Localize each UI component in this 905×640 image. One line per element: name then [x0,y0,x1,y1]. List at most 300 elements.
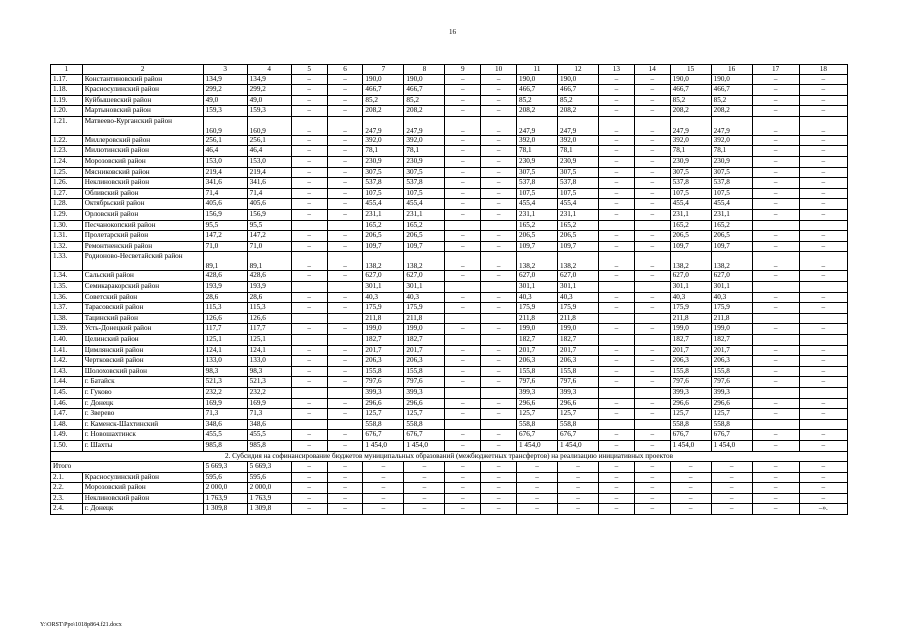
table-cell: – [327,74,363,85]
table-cell: – [481,116,517,135]
table-cell: 107,5 [711,188,752,199]
table-cell [291,313,327,324]
table-cell: 85,2 [517,95,558,106]
table-cell: 208,2 [558,106,599,117]
table-cell: 558,8 [404,419,445,430]
table-cell: – [445,366,481,377]
table-cell: 134,9 [203,74,247,85]
municipality-name: г. Батайск [82,377,203,388]
table-cell: – [291,462,327,473]
table-cell: 1 454,0 [711,440,752,451]
table-cell: 134,9 [247,74,291,85]
table-cell: 190,0 [670,74,711,85]
table-cell: 49,0 [247,95,291,106]
table-cell: 466,7 [711,85,752,96]
table-cell: – [327,135,363,146]
table-cell: – [445,462,481,473]
table-cell: 95,5 [203,220,247,231]
table-cell: – [598,483,634,494]
table-cell: 95,5 [247,220,291,231]
table-cell: – [752,178,799,189]
table-cell: – [752,303,799,314]
table-cell [291,387,327,398]
table-cell: 521,3 [247,377,291,388]
table-cell: 247,9 [517,116,558,135]
table-cell: – [404,462,445,473]
table-cell: – [598,472,634,483]
table-cell: 1 454,0 [517,440,558,451]
table-cell: 296,6 [517,398,558,409]
table-row [51,220,848,231]
table-cell: – [517,493,558,504]
table-cell: – [752,188,799,199]
table-cell: 230,9 [517,157,558,168]
row-number: 1.43. [51,366,83,377]
table-cell: – [634,85,670,96]
table-cell: – [634,409,670,420]
table-cell: 348,6 [203,419,247,430]
table-row [51,241,848,252]
table-row [51,366,848,377]
table-cell: 537,8 [670,178,711,189]
table-cell: 455,4 [711,199,752,210]
table-cell: – [445,472,481,483]
table-cell [445,387,481,398]
table-cell: 155,8 [363,366,404,377]
table-cell: – [799,167,847,178]
table-cell: 558,8 [670,419,711,430]
table-cell: – [481,345,517,356]
table-cell [799,334,847,345]
table-cell: – [291,356,327,367]
table-cell: 125,7 [670,409,711,420]
table-cell [598,313,634,324]
table-cell: 124,1 [247,345,291,356]
table-cell: – [445,483,481,494]
municipality-name: Родионово-Несветайский район [82,252,203,271]
table-cell: – [752,271,799,282]
row-number: 1.26. [51,178,83,189]
table-row [51,282,848,293]
table-cell: – [752,430,799,441]
table-cell: 627,0 [404,271,445,282]
table-cell: – [291,135,327,146]
table-cell: 399,3 [404,387,445,398]
table-cell: 165,2 [517,220,558,231]
table-cell: – [327,472,363,483]
table-cell: 138,2 [363,252,404,271]
municipality-name: г. Донецк [82,398,203,409]
table-cell: 153,0 [247,157,291,168]
table-cell: – [481,252,517,271]
table-cell: 125,7 [363,409,404,420]
table-cell: 175,9 [404,303,445,314]
table-cell: 232,2 [247,387,291,398]
table-cell [752,419,799,430]
table-cell [445,313,481,324]
table-cell: – [481,377,517,388]
table-cell: – [481,157,517,168]
column-number: 6 [327,65,363,75]
table-cell: 40,3 [558,292,599,303]
table-cell: – [752,85,799,96]
table-cell: – [799,252,847,271]
row-number: 1.42. [51,356,83,367]
table-cell: 206,5 [670,231,711,242]
table-cell: 125,7 [711,409,752,420]
table-cell: – [711,493,752,504]
table-cell: 199,0 [558,324,599,335]
table-cell: 89,1 [203,252,247,271]
table-cell: 206,5 [404,231,445,242]
table-cell: 201,7 [558,345,599,356]
table-cell: 155,8 [711,366,752,377]
table-cell: – [634,116,670,135]
table-cell: 107,5 [363,188,404,199]
table-cell: 160,9 [203,116,247,135]
row-number: 1.28. [51,199,83,210]
table-cell: – [634,292,670,303]
municipality-name: Мартыновский район [82,106,203,117]
table-cell: 537,8 [404,178,445,189]
table-cell: 201,7 [517,345,558,356]
table-cell: – [634,199,670,210]
table-cell: – [634,95,670,106]
table-cell: 797,6 [404,377,445,388]
table-cell: 595,6 [247,472,291,483]
table-cell: – [634,483,670,494]
table-row [51,178,848,189]
table-cell [445,282,481,293]
row-number: 1.23. [51,146,83,157]
table-cell: – [291,116,327,135]
table-cell: 190,0 [404,74,445,85]
table-cell: 175,9 [363,303,404,314]
table-cell: – [327,324,363,335]
table-row [51,167,848,178]
table-cell: 307,5 [517,167,558,178]
table-cell: – [291,292,327,303]
table-row [51,356,848,367]
row-number: 1.31. [51,231,83,242]
table-cell: – [481,430,517,441]
table-cell: – [291,199,327,210]
table-cell: 247,9 [558,116,599,135]
table-row [51,409,848,420]
municipality-name: Орловский район [82,210,203,221]
table-cell: – [327,398,363,409]
table-cell: 85,2 [711,95,752,106]
table-cell: – [711,472,752,483]
table-cell [598,282,634,293]
municipality-name: Морозовский район [82,157,203,168]
municipality-name: Константиновский район [82,74,203,85]
table-row [51,292,848,303]
table-cell: 466,7 [404,85,445,96]
table-cell: 1 454,0 [670,440,711,451]
table-cell: – [598,146,634,157]
table-cell: – [799,199,847,210]
table-cell: 147,2 [203,231,247,242]
table-cell: 392,0 [363,135,404,146]
table-cell: – [799,241,847,252]
row-number: 1.21. [51,116,83,135]
table-cell: 109,7 [558,241,599,252]
table-cell: 40,3 [363,292,404,303]
table-cell: 428,6 [247,271,291,282]
row-number: 1.32. [51,241,83,252]
table-cell: – [327,146,363,157]
table-cell: – [634,252,670,271]
row-number: 1.20. [51,106,83,117]
table-cell: – [445,303,481,314]
table-cell [327,387,363,398]
table-cell: 211,8 [670,313,711,324]
table-cell: – [445,430,481,441]
table-cell: – [598,440,634,451]
municipality-name: Ремонтненский район [82,241,203,252]
table-cell: 117,7 [203,324,247,335]
table-cell: 78,1 [670,146,711,157]
table-cell: 797,6 [363,377,404,388]
table-cell: 109,7 [711,241,752,252]
table-cell [445,334,481,345]
table-cell: – [481,366,517,377]
row-number: 1.46. [51,398,83,409]
row-number: 1.19. [51,95,83,106]
table-cell: 1 763,9 [203,493,247,504]
table-cell: – [327,483,363,494]
table-cell: 107,5 [517,188,558,199]
table-cell: – [291,178,327,189]
table-cell: 230,9 [558,157,599,168]
table-cell: – [634,188,670,199]
table-cell: – [752,135,799,146]
table-cell: – [799,271,847,282]
table-cell: – [327,95,363,106]
column-number: 8 [404,65,445,75]
table-cell: – [404,504,445,515]
column-number: 17 [752,65,799,75]
table-cell: 208,2 [670,106,711,117]
table-cell [598,419,634,430]
table-cell: 206,5 [363,231,404,242]
table-cell: 165,2 [670,220,711,231]
table-cell: 230,9 [363,157,404,168]
table-cell: – [445,116,481,135]
municipality-name: Тацинский район [82,313,203,324]
table-row [51,483,848,494]
table-cell: – [799,106,847,117]
table-cell: 175,9 [517,303,558,314]
table-cell: 797,6 [711,377,752,388]
table-cell: 190,0 [558,74,599,85]
table-cell: 206,3 [558,356,599,367]
table-cell: – [481,292,517,303]
section-title-row [51,451,848,462]
table-cell: – [598,241,634,252]
table-cell: – [481,472,517,483]
table-cell: – [634,210,670,221]
table-cell: – [634,356,670,367]
table-cell: 182,7 [363,334,404,345]
table-cell: 208,2 [404,106,445,117]
column-number: 7 [363,65,404,75]
table-cell: 301,1 [363,282,404,293]
table-cell: – [634,146,670,157]
table-cell: 676,7 [711,430,752,441]
table-cell: 125,7 [517,409,558,420]
table-cell: 208,2 [711,106,752,117]
table-cell: – [327,504,363,515]
table-cell: – [363,462,404,473]
row-number: 2.1. [51,472,83,483]
table-cell: – [752,167,799,178]
table-cell: 399,3 [711,387,752,398]
table-cell: 307,5 [670,167,711,178]
table-cell: 159,3 [247,106,291,117]
table-cell: 455,4 [517,199,558,210]
municipality-name: г. Зверево [82,409,203,420]
municipality-name: Обливский район [82,188,203,199]
table-cell: 182,7 [670,334,711,345]
table-cell [799,387,847,398]
table-cell: 46,4 [203,146,247,157]
table-cell: 71,0 [247,241,291,252]
table-cell: – [291,188,327,199]
table-cell: 231,1 [670,210,711,221]
table-cell: – [291,345,327,356]
table-cell: 405,6 [247,199,291,210]
table-cell: – [481,106,517,117]
table-cell: – [404,493,445,504]
table-cell: – [670,472,711,483]
row-number: 1.27. [51,188,83,199]
table-cell: 155,8 [558,366,599,377]
table-cell: 455,4 [670,199,711,210]
table-cell: – [752,377,799,388]
table-cell: – [517,472,558,483]
table-cell: 392,0 [670,135,711,146]
table-cell: – [445,188,481,199]
table-cell: 231,1 [404,210,445,221]
row-number: 1.25. [51,167,83,178]
table-cell: – [752,493,799,504]
row-number: 1.49. [51,430,83,441]
table-cell [327,282,363,293]
column-number: 13 [598,65,634,75]
table-cell: 199,0 [404,324,445,335]
table-cell: 521,3 [203,377,247,388]
table-cell: – [445,199,481,210]
table-cell: – [445,292,481,303]
municipality-name: Куйбышевский район [82,95,203,106]
table-cell: 537,8 [558,178,599,189]
table-cell: – [481,231,517,242]
table-cell [481,220,517,231]
table-cell: 211,8 [558,313,599,324]
municipality-name: Чертковский район [82,356,203,367]
table-cell: – [598,271,634,282]
table-cell: – [445,504,481,515]
table-cell: – [752,366,799,377]
table-cell: 28,6 [203,292,247,303]
table-cell: – [445,178,481,189]
table-row [51,324,848,335]
table-cell: – [634,241,670,252]
table-cell: 193,9 [247,282,291,293]
table-cell: – [481,483,517,494]
table-cell [634,419,670,430]
table-row [51,387,848,398]
table-row [51,95,848,106]
table-cell: – [634,324,670,335]
table-cell: – [445,252,481,271]
table-cell: – [634,178,670,189]
table-cell: – [445,95,481,106]
table-cell [634,220,670,231]
row-number: 2.4. [51,504,83,515]
table-cell: – [481,167,517,178]
table-row [51,345,848,356]
budget-table [50,64,848,515]
table-cell: – [558,472,599,483]
table-cell: 138,2 [558,252,599,271]
table-cell: – [481,409,517,420]
table-cell: 797,6 [517,377,558,388]
municipality-name: г. Гуково [82,387,203,398]
municipality-name: Цимлянский район [82,345,203,356]
table-cell: 1 309,8 [247,504,291,515]
column-number: 11 [517,65,558,75]
table-cell: – [445,345,481,356]
table-cell: – [481,135,517,146]
table-row [51,398,848,409]
table-cell: – [327,241,363,252]
table-cell: – [799,146,847,157]
table-cell [598,220,634,231]
table-cell: 537,8 [711,178,752,189]
table-cell: 190,0 [517,74,558,85]
table-cell: – [634,398,670,409]
table-cell: – [445,146,481,157]
row-number: 1.36. [51,292,83,303]
table-cell: 466,7 [558,85,599,96]
table-cell: 208,2 [363,106,404,117]
table-cell: – [799,398,847,409]
table-cell: – [752,292,799,303]
table-row [51,199,848,210]
table-cell: 208,2 [517,106,558,117]
table-cell: 256,1 [247,135,291,146]
table-cell: 211,8 [711,313,752,324]
municipality-name: г. Каменск-Шахтинский [82,419,203,430]
table-cell: 247,9 [711,116,752,135]
table-cell: 169,9 [203,398,247,409]
table-cell: – [558,493,599,504]
table-cell: 392,0 [711,135,752,146]
table-cell: 211,8 [404,313,445,324]
table-cell: 595,6 [203,472,247,483]
table-cell: – [291,85,327,96]
table-cell: – [752,199,799,210]
table-cell: – [752,356,799,367]
table-cell: – [327,157,363,168]
table-cell: 301,1 [517,282,558,293]
table-cell [327,419,363,430]
table-cell: – [404,472,445,483]
table-cell: – [327,231,363,242]
